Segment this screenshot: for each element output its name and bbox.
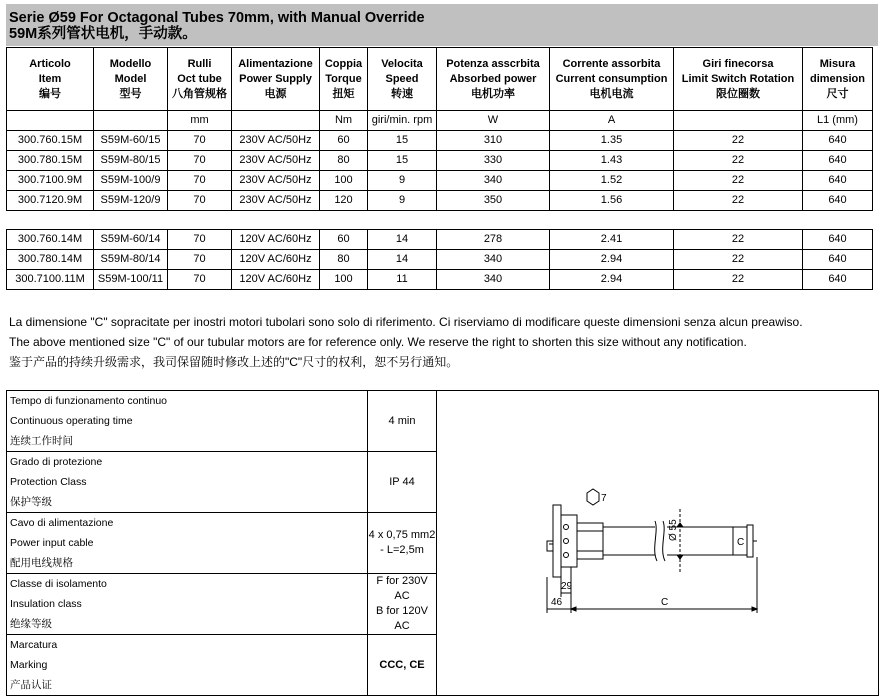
cell-oct-tube: 70 xyxy=(168,230,232,250)
cell-model: S59M-80/14 xyxy=(94,250,168,270)
info-label-line: Tempo di funzionamento continuo xyxy=(10,395,168,407)
column-header-line: 型号 xyxy=(119,87,142,100)
column-header-line: Coppia xyxy=(324,57,363,70)
cell-torque: 80 xyxy=(320,250,368,270)
info-value xyxy=(368,513,437,574)
info-label-line: Insulation class xyxy=(10,598,82,610)
cell-model: S59M-100/11 xyxy=(94,270,168,290)
cell-speed: 14 xyxy=(368,230,437,250)
spec-table xyxy=(6,47,873,290)
note-chinese: 鉴于产品的持续升级需求，我司保留随时修改上述的"C"尺寸的权利，恕不另行通知。 xyxy=(9,355,459,369)
page-subtitle: 59M系列管状电机，手动款。 xyxy=(9,26,197,42)
info-label-line: Marcatura xyxy=(10,639,58,651)
column-header-current xyxy=(550,48,674,111)
cell-item: 300.780.15M xyxy=(7,151,94,171)
cell-limit-switch: 22 xyxy=(674,270,803,290)
column-header-line: Absorbed power xyxy=(449,72,537,85)
cell-limit-switch: 22 xyxy=(674,250,803,270)
info-label xyxy=(7,574,368,635)
info-label-line: 绝缘等级 xyxy=(10,618,52,630)
column-header-line: Alimentazione xyxy=(238,57,313,70)
cell-absorbed-power: 340 xyxy=(437,171,550,191)
info-value-line: 4 x 0,75 mm2 xyxy=(368,529,436,541)
cell-model: S59M-120/9 xyxy=(94,191,168,211)
cell-current: 2.94 xyxy=(550,250,674,270)
cell-absorbed-power: 340 xyxy=(437,270,550,290)
cell-dimension: L1 (mm) xyxy=(803,111,873,131)
info-value-line: 4 min xyxy=(388,414,416,427)
cell-oct-tube: 70 xyxy=(168,250,232,270)
motor-drawing xyxy=(437,391,879,691)
column-header-power-supply xyxy=(232,48,320,111)
cell-absorbed-power: W xyxy=(437,111,550,131)
info-label-line: 产品认证 xyxy=(10,679,52,691)
dim-46-label: 46 xyxy=(551,597,563,608)
column-header-speed xyxy=(368,48,437,111)
column-header-item xyxy=(7,48,94,111)
table-row xyxy=(7,131,873,151)
cell-dimension: 640 xyxy=(803,250,873,270)
cell-absorbed-power: 310 xyxy=(437,131,550,151)
info-value xyxy=(368,452,437,513)
cell-model: S59M-60/15 xyxy=(94,131,168,151)
column-header-line: 转速 xyxy=(391,87,413,100)
notes xyxy=(9,312,803,372)
column-header-line: 尺寸 xyxy=(826,87,849,100)
info-label-line: 连续工作时间 xyxy=(10,435,73,447)
cell-absorbed-power: 340 xyxy=(437,250,550,270)
note-english: The above mentioned size "C" of our tubular motors are for reference only. We reserve the right to shorten this size without any notification. xyxy=(9,335,747,349)
cell-dimension: 640 xyxy=(803,230,873,250)
column-header-line: 八角管规格 xyxy=(172,87,227,100)
info-label xyxy=(7,452,368,513)
cell-dimension: 640 xyxy=(803,191,873,211)
column-header-line: Model xyxy=(114,72,147,85)
cell-current: 1.52 xyxy=(550,171,674,191)
column-header-line: Limit Switch Rotation xyxy=(681,72,795,85)
cell-current: 2.41 xyxy=(550,230,674,250)
cell-item: 300.780.14M xyxy=(7,250,94,270)
info-value-line: CCC, CE xyxy=(379,658,425,671)
diameter-label: Ø 55 xyxy=(668,519,679,541)
cell-speed: 9 xyxy=(368,191,437,211)
column-header-line: Potenza asscrbita xyxy=(446,57,540,70)
cell-limit-switch: 22 xyxy=(674,171,803,191)
info-label-line: Grado di protezione xyxy=(10,456,103,468)
cell-power-supply: 120V AC/60Hz xyxy=(232,250,320,270)
note-italian: La dimensione "C" sopracitate per inostri motori tubolari sono solo di riferimento. Ci riserviamo di modificare queste dimensioni senza alcun preawiso. xyxy=(9,315,803,329)
info-label-line: 保护等级 xyxy=(10,496,52,508)
cell-item: 300.760.15M xyxy=(7,131,94,151)
column-header-oct-tube xyxy=(168,48,232,111)
units-row xyxy=(7,111,873,131)
cell-power-supply: 120V AC/60Hz xyxy=(232,230,320,250)
column-header-line: Rulli xyxy=(187,57,212,70)
cell-power-supply: 230V AC/50Hz xyxy=(232,131,320,151)
info-value-line: IP 44 xyxy=(389,475,415,488)
table-row xyxy=(7,191,873,211)
cell-torque: 100 xyxy=(320,171,368,191)
cell-oct-tube: 70 xyxy=(168,171,232,191)
cell-dimension: 640 xyxy=(803,151,873,171)
title-block xyxy=(6,4,878,46)
column-header-model xyxy=(94,48,168,111)
info-label xyxy=(7,635,368,696)
separator-cell xyxy=(7,211,873,230)
cell-oct-tube: 70 xyxy=(168,151,232,171)
cell-absorbed-power: 350 xyxy=(437,191,550,211)
info-label-line: 配用电线规格 xyxy=(10,557,73,569)
group-separator xyxy=(7,211,873,230)
hex-symbol xyxy=(587,489,599,505)
info-value-line: F for 230V xyxy=(376,575,428,587)
table-row xyxy=(7,270,873,290)
cell-torque: 80 xyxy=(320,151,368,171)
cell-limit-switch: 22 xyxy=(674,151,803,171)
cell-item: 300.7100.9M xyxy=(7,171,94,191)
cell-current: A xyxy=(550,111,674,131)
column-header-line: Modello xyxy=(109,57,152,70)
info-label-line: Classe di isolamento xyxy=(10,578,107,590)
cell-torque: 60 xyxy=(320,230,368,250)
column-header-line: Torque xyxy=(325,72,362,85)
column-header-line: Corrente assorbita xyxy=(562,57,661,70)
info-label-line: Marking xyxy=(10,659,48,671)
info-value-line: AC xyxy=(394,590,410,602)
cell-oct-tube: 70 xyxy=(168,270,232,290)
bracket-tab xyxy=(547,541,553,551)
column-header-line: Current consumption xyxy=(555,72,668,85)
table-row xyxy=(7,151,873,171)
cell-oct-tube: 70 xyxy=(168,191,232,211)
column-header-line: Item xyxy=(38,72,62,85)
cell-absorbed-power: 330 xyxy=(437,151,550,171)
column-header-line: 编号 xyxy=(39,87,61,100)
cell-current: 1.56 xyxy=(550,191,674,211)
info-value-line: AC xyxy=(394,620,410,632)
cell-current: 1.43 xyxy=(550,151,674,171)
column-header-line: Power Supply xyxy=(239,72,312,85)
cell-item: 300.7100.11M xyxy=(7,270,94,290)
cell-limit-switch: 22 xyxy=(674,191,803,211)
cell-speed: 9 xyxy=(368,171,437,191)
cell-absorbed-power: 278 xyxy=(437,230,550,250)
column-header-line: 限位圈数 xyxy=(716,87,760,100)
cell-speed: 14 xyxy=(368,250,437,270)
info-value-line: - L=2,5m xyxy=(380,544,424,556)
cell-speed: giri/min. rpm xyxy=(368,111,437,131)
column-header-line: Speed xyxy=(385,72,419,85)
cell-speed: 15 xyxy=(368,151,437,171)
motor-collar xyxy=(577,523,603,559)
page-title: Serie Ø59 For Octagonal Tubes 70mm, with Manual Override xyxy=(9,10,425,26)
column-header-line: Misura xyxy=(819,57,856,70)
column-header-line: 电源 xyxy=(264,87,287,100)
cell-item xyxy=(7,111,94,131)
column-header-line: Oct tube xyxy=(177,72,222,85)
info-value xyxy=(368,635,437,696)
table-row xyxy=(7,230,873,250)
cell-limit-switch xyxy=(674,111,803,131)
cell-power-supply: 230V AC/50Hz xyxy=(232,151,320,171)
info-label-line: Cavo di alimentazione xyxy=(10,517,114,529)
table-row xyxy=(7,171,873,191)
cell-model: S59M-100/9 xyxy=(94,171,168,191)
header-row xyxy=(7,48,873,111)
column-header-torque xyxy=(320,48,368,111)
cell-limit-switch: 22 xyxy=(674,131,803,151)
cell-model: S59M-80/15 xyxy=(94,151,168,171)
column-header-line: Giri finecorsa xyxy=(702,57,774,70)
info-label-line: Power input cable xyxy=(10,537,94,549)
dim-29-label: 29 xyxy=(561,581,573,592)
info-table xyxy=(6,390,879,696)
cell-current: 1.35 xyxy=(550,131,674,151)
bracket-plate xyxy=(553,505,561,577)
info-value xyxy=(368,391,437,452)
cell-model xyxy=(94,111,168,131)
cell-torque: 100 xyxy=(320,270,368,290)
cell-dimension: 640 xyxy=(803,171,873,191)
column-header-absorbed-power xyxy=(437,48,550,111)
info-label-line: Protection Class xyxy=(10,476,87,488)
info-label xyxy=(7,513,368,574)
cell-model: S59M-60/14 xyxy=(94,230,168,250)
column-header-line: Velocita xyxy=(381,57,423,70)
column-header-dimension xyxy=(803,48,873,111)
cell-oct-tube: mm xyxy=(168,111,232,131)
info-value-line: B for 120V xyxy=(376,605,428,617)
table-row xyxy=(7,250,873,270)
column-header-line: 扭矩 xyxy=(332,87,355,100)
column-header-line: 电机功率 xyxy=(471,87,515,100)
cell-power-supply: 230V AC/50Hz xyxy=(232,191,320,211)
cell-torque: 60 xyxy=(320,131,368,151)
cell-speed: 15 xyxy=(368,131,437,151)
cell-limit-switch: 22 xyxy=(674,230,803,250)
hex-label: 7 xyxy=(601,493,607,504)
column-header-line: dimension xyxy=(809,72,865,85)
cell-dimension: 640 xyxy=(803,131,873,151)
cell-power-supply: 230V AC/50Hz xyxy=(232,171,320,191)
cell-item: 300.7120.9M xyxy=(7,191,94,211)
c-mark-label: C xyxy=(737,537,745,548)
dim-c-label: C xyxy=(661,597,669,608)
cell-dimension: 640 xyxy=(803,270,873,290)
cell-current: 2.94 xyxy=(550,270,674,290)
cell-power-supply: 120V AC/60Hz xyxy=(232,270,320,290)
column-header-line: 电机电流 xyxy=(589,87,634,100)
cell-torque: Nm xyxy=(320,111,368,131)
info-label xyxy=(7,391,368,452)
column-header-limit-switch xyxy=(674,48,803,111)
cell-item: 300.760.14M xyxy=(7,230,94,250)
info-value xyxy=(368,574,437,635)
motor-drawing-cell xyxy=(437,391,879,696)
cell-power-supply xyxy=(232,111,320,131)
cell-oct-tube: 70 xyxy=(168,131,232,151)
info-row-operating-time xyxy=(7,391,879,452)
info-label-line: Continuous operating time xyxy=(10,415,133,427)
cell-speed: 11 xyxy=(368,270,437,290)
column-header-line: Articolo xyxy=(29,57,71,70)
cell-torque: 120 xyxy=(320,191,368,211)
